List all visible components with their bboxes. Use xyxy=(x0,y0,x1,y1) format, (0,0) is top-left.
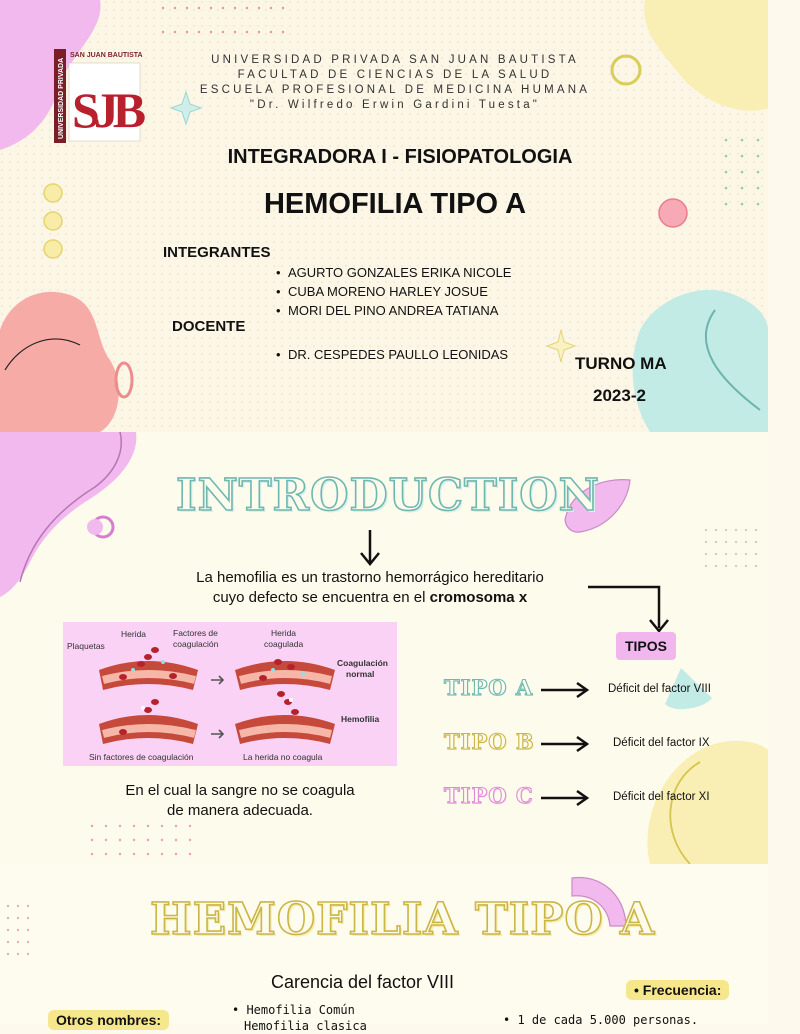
diagram-normal-2: normal xyxy=(346,669,375,679)
otro-nombre-1: Hemofilia Común xyxy=(246,1003,355,1017)
caption-line-2: de manera adecuada. xyxy=(167,802,313,819)
diagram-factores-label-2: coagulación xyxy=(173,639,219,649)
tipo-c-name: TIPO C xyxy=(444,783,534,808)
diagram-normal-1: Coagulación xyxy=(337,658,389,668)
carencia-subtitle: Carencia del factor VIII xyxy=(270,972,455,992)
coagulation-diagram xyxy=(63,622,397,766)
tipo-b-desc: Déficit del factor IX xyxy=(613,737,710,749)
otro-nombre-2: Hemofilia clasica xyxy=(244,1019,367,1033)
slide3-title: HEMOFILIA TIPO A xyxy=(150,894,656,945)
caption-line-1: En el cual la sangre no se coagula xyxy=(125,782,355,799)
turno-label: TURNO MA xyxy=(575,354,667,373)
diagram-hemofilia-label: Hemofilia xyxy=(341,714,380,724)
diagram-herida-coagulada-1: Herida xyxy=(271,628,297,638)
tipo-a-row xyxy=(440,675,760,705)
otros-nombres-chip: Otros nombres: xyxy=(48,1010,169,1030)
docente-label: DOCENTE xyxy=(172,318,246,335)
intro-title: INTRODUCTION xyxy=(176,470,600,521)
hemofilia-a-slide xyxy=(0,864,768,1033)
list-item: • MORI DEL PINO ANDREA TATIANA xyxy=(276,301,511,320)
frecuencia-list xyxy=(503,1012,698,1028)
tipo-c-desc: Déficit del factor XI xyxy=(613,791,710,803)
diagram-herida-label: Herida xyxy=(121,629,147,639)
sjb-logo-icon xyxy=(54,49,142,143)
list-item: • 1 de cada 5.000 personas. xyxy=(503,1013,699,1027)
list-item xyxy=(244,1018,367,1034)
campus-name: "Dr. Wilfredo Erwin Gardini Tuesta" xyxy=(249,99,541,111)
course-title: INTEGRADORA I - FISIOPATOLOGIA xyxy=(227,146,573,168)
faculty-name: FACULTAD DE CIENCIAS DE LA SALUD xyxy=(237,69,553,81)
tipo-c-row xyxy=(440,783,760,813)
diagram-caption xyxy=(90,781,390,821)
intro-paragraph xyxy=(140,568,600,608)
university-header xyxy=(180,53,610,113)
tipos-badge: TIPOS xyxy=(616,632,676,660)
tipo-a-desc: Déficit del factor VIII xyxy=(608,683,711,695)
docente-list xyxy=(276,345,508,364)
cromosoma-highlight: cromosoma x xyxy=(429,589,528,606)
cover-title: HEMOFILIA TIPO A xyxy=(263,188,527,220)
intro-line-2-prefix: cuyo defecto se encuentra en el xyxy=(212,589,430,606)
intro-line-1: La hemofilia es un trastorno hemorrágico hereditario xyxy=(196,569,544,586)
tipo-b-row xyxy=(440,729,760,759)
coagulation-illustration xyxy=(63,622,397,766)
integrantes-list xyxy=(276,263,511,320)
list-item: • DR. CESPEDES PAULLO LEONIDAS xyxy=(276,345,508,364)
cover-slide xyxy=(0,0,768,432)
list-item: • CUBA MORENO HARLEY JOSUE xyxy=(276,282,511,301)
university-name: UNIVERSIDAD PRIVADA SAN JUAN BAUTISTA xyxy=(211,54,579,66)
frecuencia-chip: • Frecuencia: xyxy=(626,980,729,1000)
svg-text:SAN JUAN BAUTISTA: SAN JUAN BAUTISTA xyxy=(70,52,143,59)
introduction-slide xyxy=(0,432,768,864)
svg-text:UNIVERSIDAD PRIVADA: UNIVERSIDAD PRIVADA xyxy=(58,57,65,139)
diagram-herida-coagulada-2: coagulada xyxy=(264,639,304,649)
list-item: • Hemofilia Común xyxy=(232,1003,355,1017)
diagram-no-coagula: La herida no coagula xyxy=(243,752,323,762)
diagram-factores-label-1: Factores de xyxy=(173,628,218,638)
tipo-a-name: TIPO A xyxy=(444,675,534,700)
otros-nombres-list xyxy=(232,1002,367,1034)
school-name: ESCUELA PROFESIONAL DE MEDICINA HUMANA xyxy=(199,84,591,96)
tipo-b-name: TIPO B xyxy=(444,729,535,754)
frecuencia-value: 1 de cada 5.000 personas. xyxy=(517,1013,699,1027)
list-item: • AGURTO GONZALES ERIKA NICOLE xyxy=(276,263,511,282)
diagram-sin-factores: Sin factores de coagulación xyxy=(89,752,194,762)
svg-text:SJB: SJB xyxy=(72,82,141,138)
university-logo xyxy=(54,49,142,143)
diagram-plaquetas-label: Plaquetas xyxy=(67,641,105,651)
integrantes-label: INTEGRANTES xyxy=(163,244,271,261)
periodo-label: 2023-2 xyxy=(593,386,646,405)
intro-line-2 xyxy=(140,588,600,608)
